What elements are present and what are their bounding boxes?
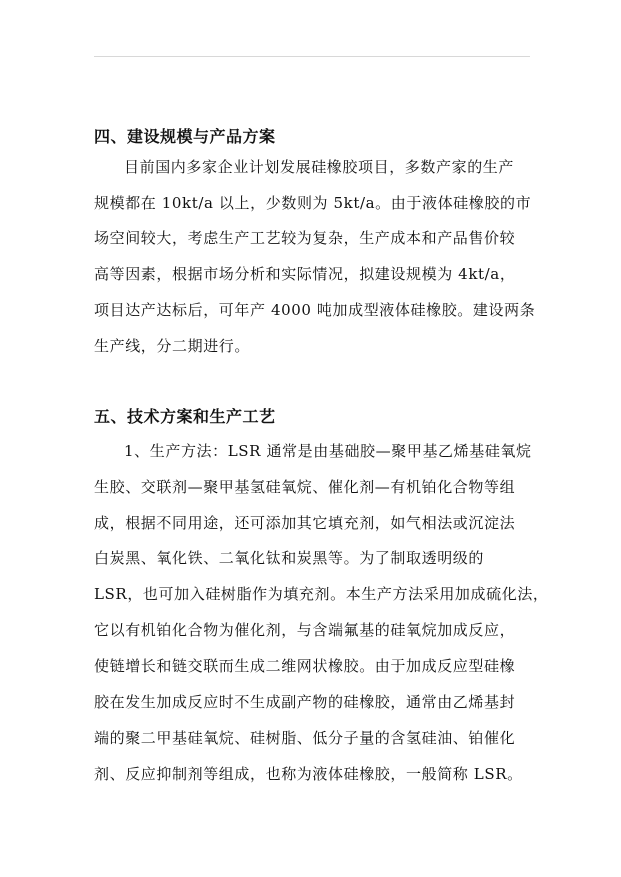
paragraph-line: 白炭黑、氧化铁、二氧化钛和炭黑等。为了制取透明级的: [94, 549, 485, 567]
paragraph-line: 生产线，分二期进行。: [94, 337, 251, 355]
header-rule: [94, 56, 530, 57]
paragraph-line: 端的聚二甲基硅氧烷、硅树脂、低分子量的含氢硅油、铂催化: [94, 729, 516, 747]
paragraph-line: 目前国内多家企业计划发展硅橡胶项目，多数产家的生产: [124, 158, 515, 176]
section-heading-technology: 五、技术方案和生产工艺: [94, 407, 276, 426]
paragraph-line: LSR，也可加入硅树脂作为填充剂。本生产方法采用加成硫化法，: [94, 585, 549, 603]
paragraph-line: 规模都在 10kt/a 以上，少数则为 5kt/a。由于液体硅橡胶的市: [94, 194, 532, 212]
paragraph-line: 生胶、交联剂—聚甲基氢硅氧烷、催化剂—有机铂化合物等组: [94, 478, 516, 496]
paragraph-line: 它以有机铂化合物为催化剂，与含端氟基的硅氧烷加成反应，: [94, 621, 516, 639]
paragraph-line: 胶在发生加成反应时不生成副产物的硅橡胶，通常由乙烯基封: [94, 693, 516, 711]
paragraph-line: 使链增长和链交联而生成二维网状橡胶。由于加成反应型硅橡: [94, 657, 516, 675]
paragraph-line: 高等因素，根据市场分析和实际情况，拟建设规模为 4kt/a，: [94, 265, 516, 283]
paragraph-line: 项目达产达标后，可年产 4000 吨加成型液体硅橡胶。建设两条: [94, 301, 536, 319]
paragraph-line: 成，根据不同用途，还可添加其它填充剂，如气相法或沉淀法: [94, 514, 516, 532]
section-heading-scale: 四、建设规模与产品方案: [94, 127, 276, 146]
paragraph-line: 1、生产方法：LSR 通常是由基础胶—聚甲基乙烯基硅氧烷: [124, 442, 532, 460]
paragraph-line: 场空间较大，考虑生产工艺较为复杂，生产成本和产品售价较: [94, 229, 516, 247]
paragraph-line: 剂、反应抑制剂等组成，也称为液体硅橡胶，一般简称 LSR。: [94, 765, 523, 783]
